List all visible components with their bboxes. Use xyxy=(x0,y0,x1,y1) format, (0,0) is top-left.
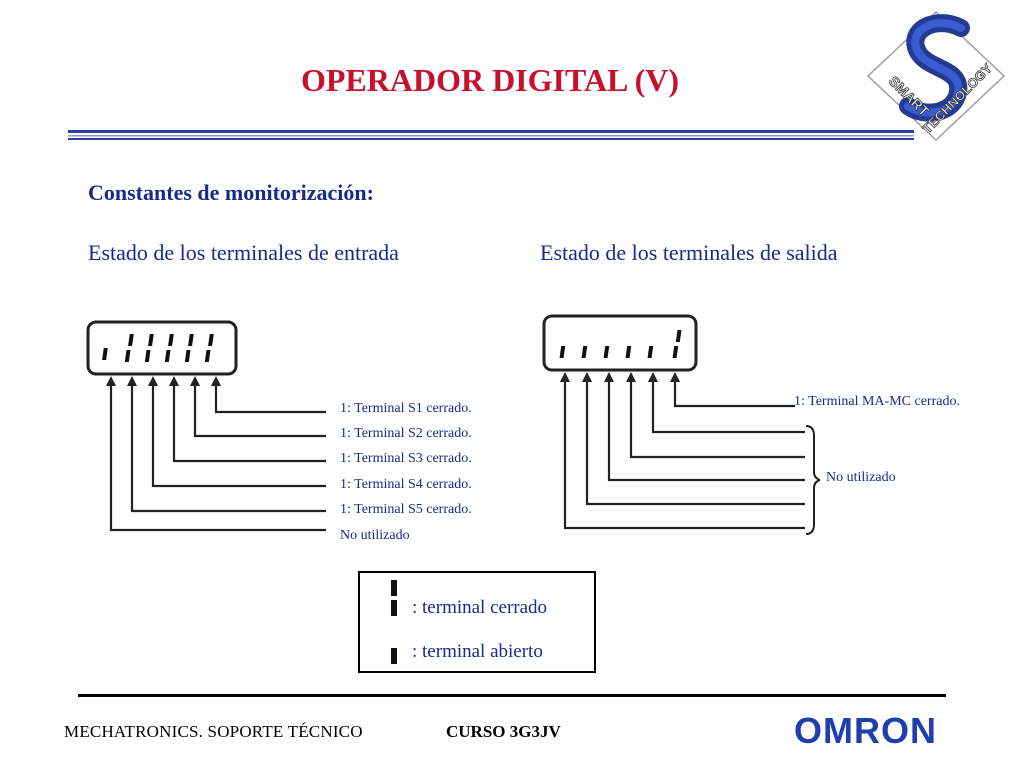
closed-segment-icon xyxy=(388,580,402,620)
footer-course: CURSO 3G3JV xyxy=(446,722,561,741)
output-label-unused: No utilizado xyxy=(826,470,896,485)
footer-department: MECHATRONICS. SOPORTE TÉCNICO xyxy=(64,722,363,741)
logo-text-technology: TECHNOLOGY xyxy=(919,60,995,137)
output-heading: Estado de los terminales de salida xyxy=(540,240,838,265)
section-subtitle: Constantes de monitorización: xyxy=(88,180,374,205)
input-label-s3: 1: Terminal S3 cerrado. xyxy=(340,451,472,466)
page-title: OPERADOR DIGITAL (V) xyxy=(300,62,680,98)
smart-technology-logo xyxy=(866,10,1006,145)
legend-closed-label: : terminal cerrado xyxy=(412,597,548,618)
input-label-s4: 1: Terminal S4 cerrado. xyxy=(340,477,472,492)
output-label-ma-mc: 1: Terminal MA-MC cerrado. xyxy=(794,394,960,409)
input-label-s2: 1: Terminal S2 cerrado. xyxy=(340,426,472,441)
output-terminals-diagram xyxy=(540,312,820,542)
input-label-unused: No utilizado xyxy=(340,528,410,543)
footer-divider xyxy=(78,694,946,697)
title-divider xyxy=(68,128,914,142)
omron-logo: OMRON xyxy=(794,710,937,751)
input-terminals-diagram xyxy=(86,318,336,538)
logo-text-smart: SMART xyxy=(885,72,933,120)
input-label-s5: 1: Terminal S5 cerrado. xyxy=(340,502,472,517)
open-segment-icon xyxy=(388,646,402,666)
legend-open-label: : terminal abierto xyxy=(412,641,543,662)
input-heading: Estado de los terminales de entrada xyxy=(88,240,399,265)
input-label-s1: 1: Terminal S1 cerrado. xyxy=(340,401,472,416)
